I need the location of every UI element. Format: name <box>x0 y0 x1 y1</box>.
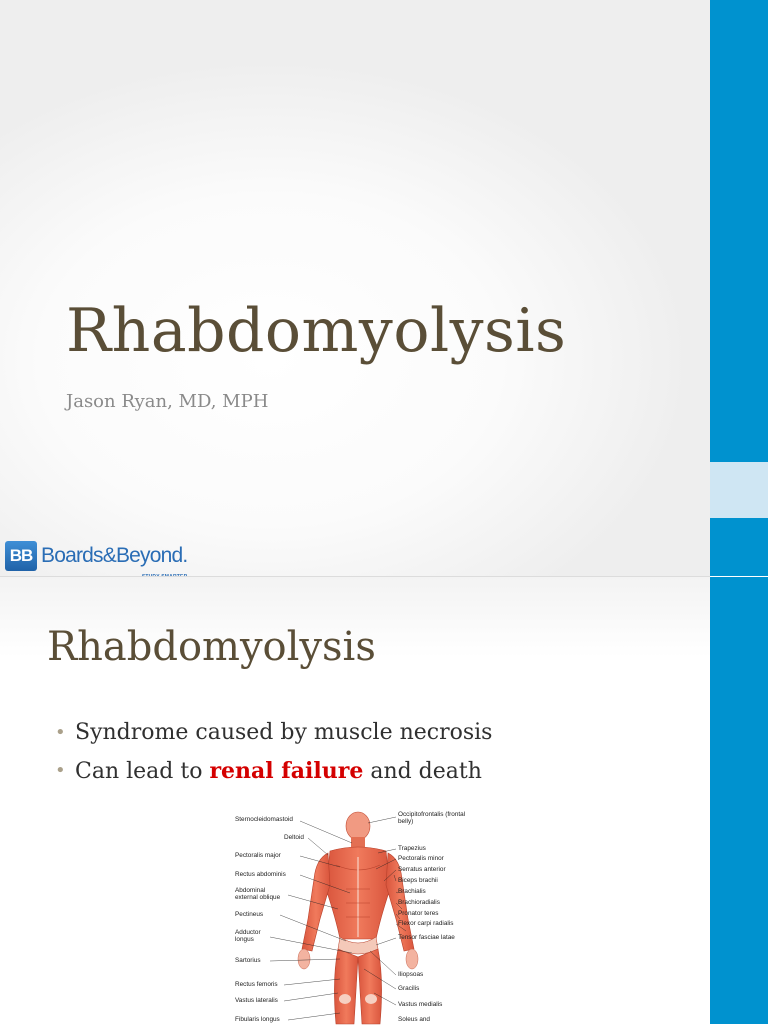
slide-title: Rhabdomyolysis <box>66 296 567 366</box>
label-brachialis: Brachialis <box>398 888 426 895</box>
label-gracilis: Gracilis <box>398 985 420 992</box>
label-iliopsoas: Iliopsoas <box>398 971 424 978</box>
label-sartorius: Sartorius <box>235 957 261 964</box>
label-rectus-abdominis: Rectus abdominis <box>235 871 286 878</box>
label-vastus-lateralis: Vastus lateralis <box>235 997 278 1004</box>
author-subtitle: Jason Ryan, MD, MPH <box>66 391 269 412</box>
bullet-highlight: renal failure <box>209 758 364 784</box>
content-slide <box>0 577 768 1024</box>
label-serratus-anterior: Serratus anterior <box>398 866 446 873</box>
bullet-text: Syndrome caused by muscle necrosis <box>75 720 493 745</box>
logo-badge: BB <box>5 541 37 571</box>
side-accent-bar-2 <box>710 577 768 1024</box>
label-occipitofrontalis: Occipitofrontalis (frontal belly) <box>398 811 466 825</box>
label-abdominal-external-oblique: Abdominal external oblique <box>235 887 281 901</box>
side-accent-highlight <box>710 462 768 518</box>
label-trapezius: Trapezius <box>398 845 426 852</box>
bullet-dot-icon: • <box>55 722 66 743</box>
label-deltoid: Deltoid <box>284 834 304 841</box>
label-pectoralis-minor: Pectoralis minor <box>398 855 444 862</box>
boards-beyond-logo-icon <box>5 540 187 572</box>
muscle-anatomy-figure <box>228 809 498 1024</box>
bullet-list <box>55 714 492 790</box>
label-soleus-and: Soleus and <box>398 1016 430 1023</box>
label-brachioradialis: Brachioradialis <box>398 899 440 906</box>
label-fibularis-longus: Fibularis longus <box>235 1016 280 1023</box>
bullet-item <box>55 752 492 790</box>
label-sternocleidomastoid: Sternocleidomastoid <box>235 816 293 823</box>
label-flexor-carpi-radialis: Flexor carpi radialis <box>398 920 454 927</box>
label-tensor-fasciae-latae: Tensor fasciae latae <box>398 934 455 941</box>
label-adductor-longus: Adductor longus <box>235 929 261 943</box>
label-pectoralis-major: Pectoralis major <box>235 852 281 859</box>
label-pectineus: Pectineus <box>235 911 264 918</box>
label-biceps-brachii: Biceps brachii <box>398 877 438 884</box>
logo-wordmark <box>41 546 187 566</box>
muscle-body-illustration <box>228 809 498 1024</box>
label-rectus-femoris: Rectus femoris <box>235 981 278 988</box>
label-vastus-medialis: Vastus medialis <box>398 1001 443 1008</box>
bullet-text-before: Can lead to <box>75 759 210 784</box>
label-pronator-teres: Pronator teres <box>398 910 439 917</box>
logo-text: Boards&Beyond. <box>41 544 188 567</box>
bullet-dot-icon: • <box>55 760 66 781</box>
slide-heading: Rhabdomyolysis <box>47 624 376 670</box>
bullet-item <box>55 714 492 752</box>
bullet-text-after: and death <box>363 759 482 784</box>
